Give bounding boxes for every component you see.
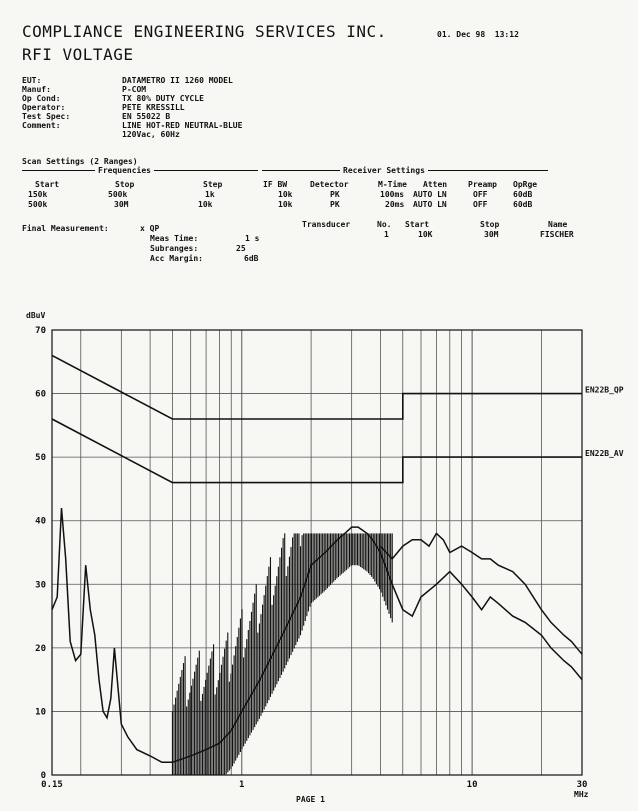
cell: 30M <box>114 200 129 209</box>
x-tick-label: 30 <box>576 780 588 790</box>
final-label: Final Measurement: <box>22 224 109 233</box>
info-value: TX 80% DUTY CYCLE <box>122 94 204 103</box>
transducer-header: No. <box>377 220 392 229</box>
frequencies-group-label: Frequencies <box>95 166 154 175</box>
cell: 100ms <box>380 190 405 199</box>
info-key: EUT: <box>22 76 42 85</box>
y-tick-label: 50 <box>35 453 46 464</box>
report-date: 01. Dec 98 13:12 <box>437 30 519 39</box>
transducer-header: Start <box>405 220 430 229</box>
limit-line-label: EN22B_QP <box>585 385 624 395</box>
cell: 1k <box>205 190 215 199</box>
company-title: COMPLIANCE ENGINEERING SERVICES INC. <box>22 22 387 41</box>
cell: PK <box>330 200 340 209</box>
cell: 500k <box>28 200 48 209</box>
limit-line <box>52 419 582 483</box>
page-number: PAGE 1 <box>296 795 325 804</box>
info-key: Operator: <box>22 103 66 112</box>
cell: AUTO LN <box>413 200 447 209</box>
x-tick-label: 0.15 <box>41 780 63 790</box>
acc-margin-value: 6dB <box>244 254 259 263</box>
cell: 500k <box>108 190 128 199</box>
report-title: RFI VOLTAGE <box>22 45 134 64</box>
col-header: Step <box>203 180 223 189</box>
limit-line-label: EN22B_AV <box>585 449 624 459</box>
final-detectors: x QP <box>140 224 160 233</box>
col-header: Stop <box>115 180 135 189</box>
transducer-cell: 30M <box>484 230 499 239</box>
transducer-header: Transducer <box>302 220 351 229</box>
transducer-cell: 10K <box>418 230 433 239</box>
transducer-header: Name <box>548 220 568 229</box>
col-header: M-Time <box>378 180 407 189</box>
cell: 60dB <box>513 190 533 199</box>
subranges-label: Subranges: <box>150 244 199 253</box>
info-key: Manuf: <box>22 85 51 94</box>
y-tick-label: 10 <box>35 707 46 718</box>
cell: 150k <box>28 190 48 199</box>
meas-time-label: Meas Time: <box>150 234 199 243</box>
info-key: Op Cond: <box>22 94 61 103</box>
info-key: Test Spec: <box>22 112 71 121</box>
y-tick-label: 20 <box>35 643 46 654</box>
y-axis-label: dBuV <box>26 311 46 320</box>
plot-frame <box>52 330 582 775</box>
receiver-group-label: Receiver Settings <box>340 166 428 175</box>
cell: 10k <box>198 200 213 209</box>
y-tick-label: 30 <box>35 580 46 591</box>
meas-time-value: 1 s <box>245 234 260 243</box>
info-value: DATAMETRO II 1260 MODEL <box>122 76 233 85</box>
info-value: PETE KRESSILL <box>122 103 185 112</box>
x-tick-label: 10 <box>466 780 478 790</box>
measurement-trace <box>52 508 582 762</box>
cell: OFF <box>473 200 488 209</box>
info-value: EN 55022 B <box>122 112 171 121</box>
cell: PK <box>330 190 340 199</box>
cell: AUTO LN <box>413 190 447 199</box>
y-tick-label: 40 <box>35 516 46 527</box>
acc-margin-label: Acc Margin: <box>150 254 203 263</box>
limit-line <box>52 355 582 419</box>
x-axis-label: MHz <box>574 790 589 799</box>
cell: 20ms <box>385 200 405 209</box>
info-value: P-COM <box>122 85 147 94</box>
col-header: Atten <box>423 180 448 189</box>
cell: 10k <box>278 200 293 209</box>
col-header: OpRge <box>513 180 538 189</box>
col-header: IF BW <box>263 180 288 189</box>
col-header: Detector <box>310 180 349 189</box>
measurement-trace <box>380 533 582 654</box>
info-key: Comment: <box>22 121 61 130</box>
scan-title: Scan Settings (2 Ranges) <box>22 157 138 166</box>
y-tick-label: 60 <box>35 389 46 400</box>
transducer-header: Stop <box>480 220 500 229</box>
subranges-value: 25 <box>236 244 246 253</box>
cell: OFF <box>473 190 488 199</box>
cell: 10k <box>278 190 293 199</box>
transducer-cell: 1 <box>384 230 389 239</box>
x-tick-label: 1 <box>239 780 245 790</box>
col-header: Start <box>35 180 60 189</box>
info-value: LINE HOT-RED NEUTRAL-BLUE <box>122 121 243 130</box>
col-header: Preamp <box>468 180 497 189</box>
transducer-cell: FISCHER <box>540 230 574 239</box>
cell: 60dB <box>513 200 533 209</box>
y-tick-label: 0 <box>40 771 46 781</box>
y-tick-label: 70 <box>35 326 46 336</box>
info-value: 120Vac, 60Hz <box>122 130 180 139</box>
